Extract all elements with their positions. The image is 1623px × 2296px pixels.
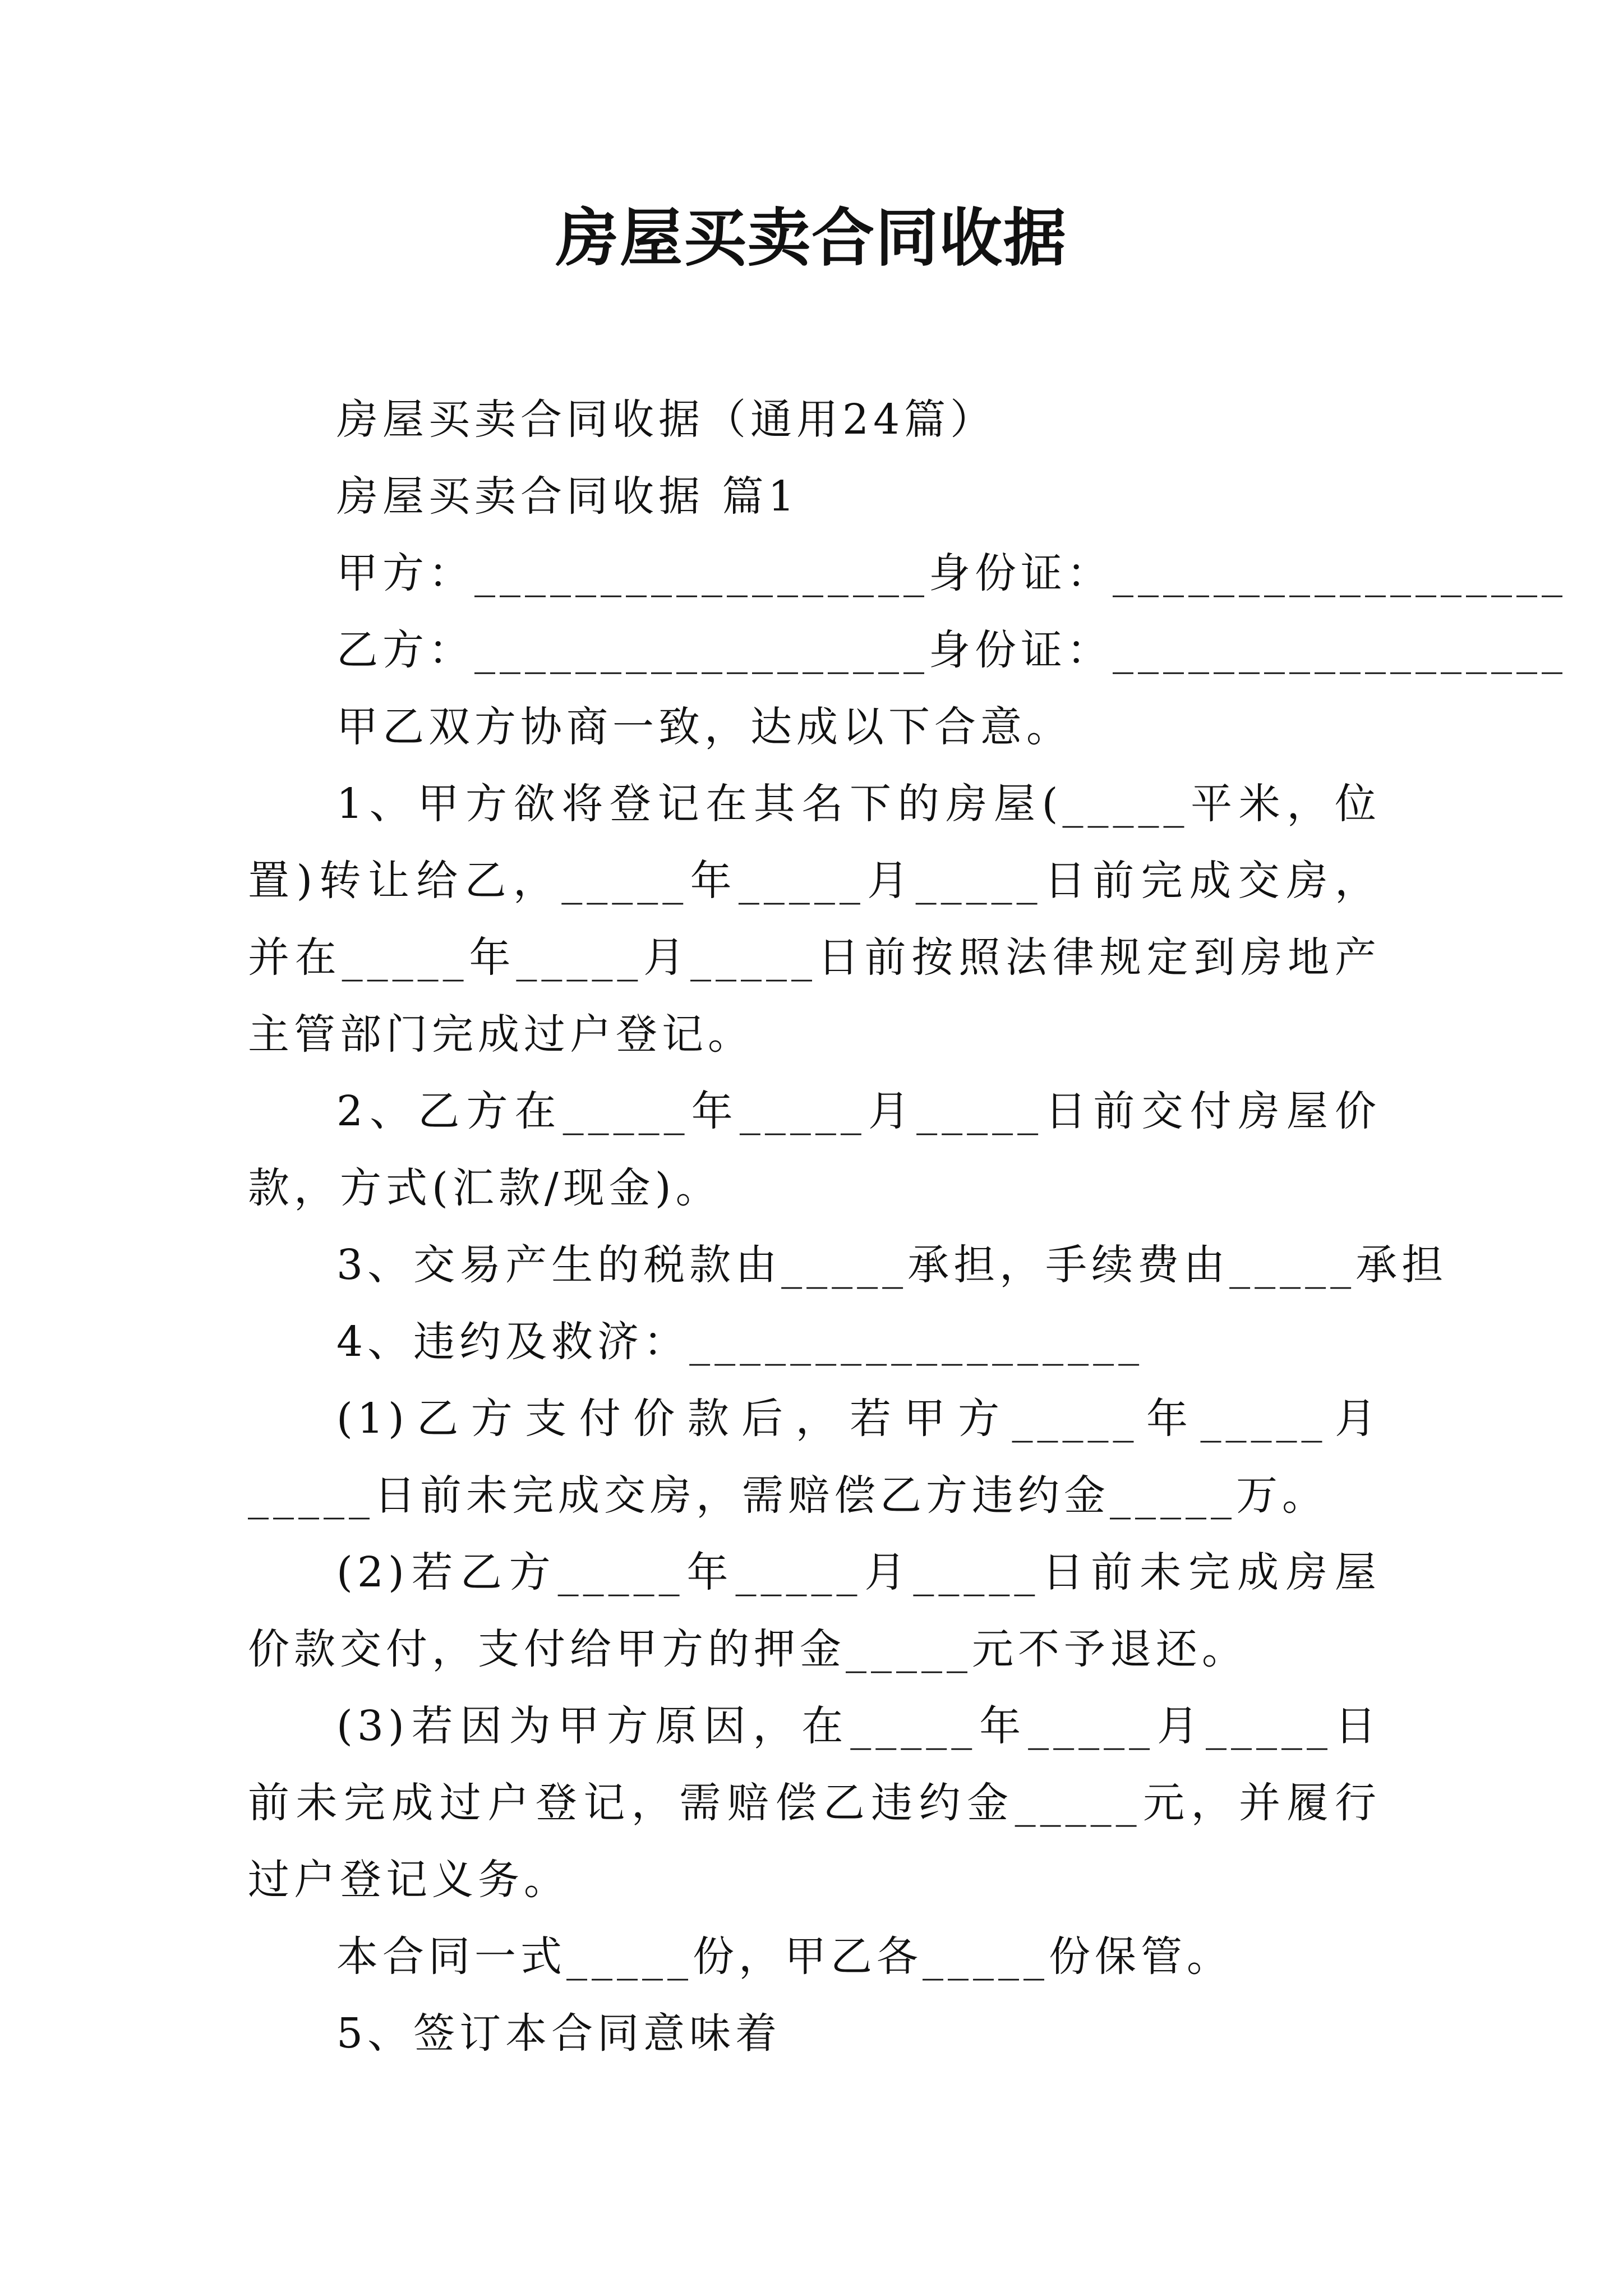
clause-2: 2、乙方在_____年_____月_____日前交付房屋价款，方式(汇款/现金)。 — [248, 1087, 1381, 1212]
clause-4-1: (1)乙方支付价款后，若甲方_____年_____月_____日前未完成交房，需赔偿乙方违约金_____万。 — [248, 1395, 1381, 1520]
copies-clause: 本合同一式_____份，甲乙各_____份保管。 — [336, 1932, 1233, 1981]
clause-3: 3、交易产生的税款由_____承担，手续费由_____承担 — [336, 1241, 1448, 1289]
clause-1: 1、甲方欲将登记在其名下的房屋(_____平米，位置)转让给乙，_____年_____月_____日前完成交房，并在_____年_____月_____日前按照法律规定到房地产主管部门完成过户登记。 — [248, 780, 1381, 1059]
agreement-intro: 甲乙双方协商一致，达成以下合意。 — [336, 703, 1072, 751]
party-a-line: 甲方：__________________身份证：__________________ — [336, 549, 1567, 597]
section-heading: 房屋买卖合同收据 篇1 — [336, 472, 799, 521]
clause-4-3: (3)若因为甲方原因，在_____年_____月_____日前未完成过户登记，需赔偿乙违约金_____元，并履行过户登记义务。 — [248, 1702, 1381, 1904]
clause-5: 5、签订本合同意味着 — [336, 2009, 782, 2058]
clause-4-2: (2)若乙方_____年_____月_____日前未完成房屋价款交付，支付给甲方的押金_____元不予退还。 — [248, 1548, 1381, 1673]
party-b-line: 乙方：__________________身份证：__________________ — [336, 626, 1567, 674]
clause-4: 4、违约及救济：__________________ — [336, 1318, 1144, 1366]
document-title: 房屋买卖合同收据 — [556, 201, 1067, 275]
subtitle-paragraph: 房屋买卖合同收据（通用24篇） — [336, 395, 997, 444]
document-body — [248, 381, 1567, 2072]
